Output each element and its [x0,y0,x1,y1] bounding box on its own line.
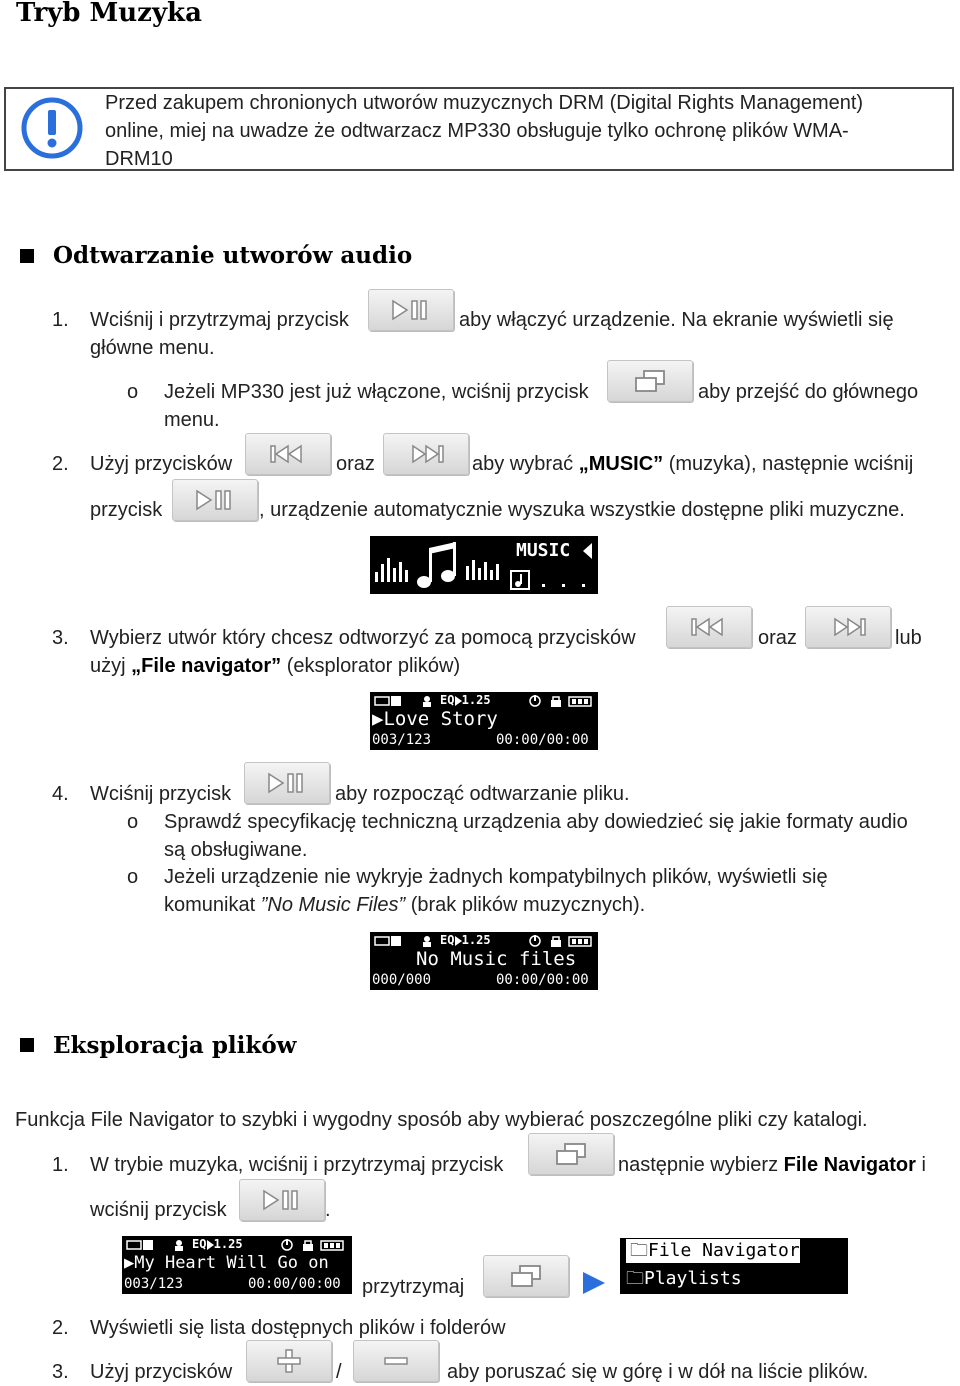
menu-item-file-navigator[interactable] [626,1239,800,1263]
sub-bullet: o [127,866,139,888]
step-text: wciśnij przycisk [90,1199,227,1221]
step-number: 1. [52,309,69,331]
plus-icon [274,1349,304,1373]
volume-down-button[interactable] [353,1340,439,1382]
now-playing-screen [122,1236,352,1294]
sub-text-part: komunikat [164,894,261,916]
play-pause-button[interactable] [172,479,258,521]
step-text-part: (eksplorator plików) [281,655,461,677]
step-number: 2. [52,453,69,475]
sub-text: aby przejść do głównego [698,381,919,403]
sub-text: Jeżeli MP330 jest już włączone, wciśnij przycisk [164,381,589,403]
file-navigator-label: „File navigator” [131,655,282,677]
notice-line-1: Przed zakupem chronionych utworów muzycznych DRM (Digital Rights Management) [105,92,864,114]
exclamation-icon [19,95,85,161]
track-counter: 003/123 [372,732,432,748]
speaker-icon [580,542,594,560]
step-text: W trybie muzyka, wciśnij i przytrzymaj przycisk [90,1154,504,1176]
previous-icon [268,443,308,465]
menu-item-label: Playlists [644,1268,742,1289]
sub-text-part: (brak plików muzycznych). [405,894,646,916]
menu-button[interactable] [528,1133,614,1175]
step-text-part: i [915,1154,926,1176]
step-text-part: aby wybrać [472,453,579,475]
sub-bullet: o [127,811,139,833]
volume-up-button[interactable] [246,1340,332,1382]
status-eq: EQ 1.25 [440,693,491,707]
arrow-right-icon [580,1270,608,1296]
status-eq: EQ 1.25 [440,933,491,947]
play-pause-button[interactable] [244,762,330,804]
step-text-part: (muzyka), następnie wciśnij [663,453,914,475]
step-text: Wciśnij przycisk [90,783,232,805]
track-title [124,1251,352,1275]
play-pause-icon [195,489,235,511]
intro-text: Funkcja File Navigator to szybki i wygodny sposób aby wybierać poszczególne pliki czy katalogi. [15,1109,868,1131]
sub-text: menu. [164,409,220,431]
note-box-icon [510,570,592,590]
folder-icon: 🗀 [630,1240,648,1261]
section-bullet [20,1038,34,1052]
next-icon [828,616,868,638]
menu-button[interactable] [607,360,693,402]
track-time: 00:00/00:00 [496,972,589,988]
step-text: przycisk [90,499,163,521]
section-heading-explorer: Eksploracja plików [53,1032,297,1059]
step-text: Wyświetli się lista dostępnych plików i folderów [90,1317,506,1339]
step-text: Użyj przycisków [90,453,233,475]
hold-label: przytrzymaj [362,1276,465,1298]
menu-icon [553,1142,589,1166]
step-number: 3. [52,627,69,649]
equalizer-icon [374,550,414,584]
notice-line-3: DRM10 [105,148,173,170]
step-text: , urządzenie automatycznie wyszuka wszystkie dostępne pliki muzyczne. [259,499,905,521]
minus-icon [381,1349,411,1373]
sub-bullet: o [127,381,139,403]
music-label: „MUSIC” [578,453,664,475]
folder-icon: 🗀 [626,1268,644,1289]
step-text [472,450,913,478]
next-icon [406,443,446,465]
file-navigator-label: File Navigator [783,1154,916,1176]
step-text-part: użyj [90,655,132,677]
previous-icon [689,616,729,638]
track-title-text: Love Story [383,708,498,730]
track-time: 00:00/00:00 [248,1276,341,1292]
now-playing-screen [370,692,598,750]
notice-box [4,87,954,171]
step-text [618,1151,926,1179]
previous-button[interactable] [666,606,752,648]
sub-text: Jeżeli urządzenie nie wykryje żadnych kompatybilnych plików, wyświetli się [164,866,828,888]
section-heading-playback: Odtwarzanie utworów audio [53,242,413,269]
step-text: oraz [336,453,375,475]
play-arrow-icon: ▶ [124,1253,135,1273]
sub-text [164,891,645,919]
step-text: aby włączyć urządzenie. Na ekranie wyświetli się [459,309,894,331]
step-text: Wciśnij i przytrzymaj przycisk [90,309,349,331]
file-navigator-menu-screen [620,1238,848,1294]
previous-button[interactable] [245,433,331,475]
next-button[interactable] [805,606,891,648]
step-text: oraz [758,627,797,649]
step-text: Wybierz utwór który chcesz odtworzyć za pomocą przycisków [90,627,636,649]
play-pause-button[interactable] [368,289,454,331]
sub-text: Sprawdź specyfikację techniczną urządzenia aby dowiedzieć się jakie formaty audio [164,811,908,833]
play-arrow-icon: ▶ [372,708,384,730]
no-music-message: No Music files [416,948,577,970]
step-text: aby poruszać się w górę i w dół na liście plików. [447,1361,869,1383]
no-music-files-label: ”No Music Files” [260,894,406,916]
step-text: aby rozpocząć odtwarzanie pliku. [335,783,630,805]
step-number: 1. [52,1154,69,1176]
play-pause-button[interactable] [239,1179,325,1221]
step-text: główne menu. [90,337,215,359]
step-number: 3. [52,1361,69,1383]
track-title-text: My Heart Will Go on [134,1253,329,1273]
music-menu-screen [370,536,598,594]
menu-item-playlists[interactable] [626,1267,848,1291]
menu-icon [632,369,668,393]
music-screen-label: MUSIC [516,540,571,561]
step-text: . [325,1199,331,1221]
step-number: 2. [52,1317,69,1339]
play-pause-icon [267,772,307,794]
track-counter: 000/000 [372,972,432,988]
step-text [90,652,460,680]
no-music-screen [370,932,598,990]
menu-button[interactable] [483,1255,569,1297]
bars-icon [466,558,502,580]
status-eq: EQ 1.25 [192,1237,243,1251]
step-text: / [336,1361,342,1383]
step-number: 4. [52,783,69,805]
page-title: Tryb Muzyka [16,0,202,28]
notice-line-2: online, miej na uwadze że odtwarzacz MP330 obsługuje tylko ochronę plików WMA- [105,120,849,142]
play-pause-icon [391,299,431,321]
step-text: Użyj przycisków [90,1361,233,1383]
music-note-icon [414,538,464,592]
menu-icon [508,1264,544,1288]
track-counter: 003/123 [124,1276,184,1292]
step-text-part: następnie wybierz [618,1154,784,1176]
sub-text: są obsługiwane. [164,839,308,861]
next-button[interactable] [383,433,469,475]
step-text: lub [895,627,922,649]
menu-item-label: File Navigator [648,1240,800,1261]
track-time: 00:00/00:00 [496,732,589,748]
play-pause-icon [262,1189,302,1211]
section-bullet [20,249,34,263]
track-title [372,707,598,731]
